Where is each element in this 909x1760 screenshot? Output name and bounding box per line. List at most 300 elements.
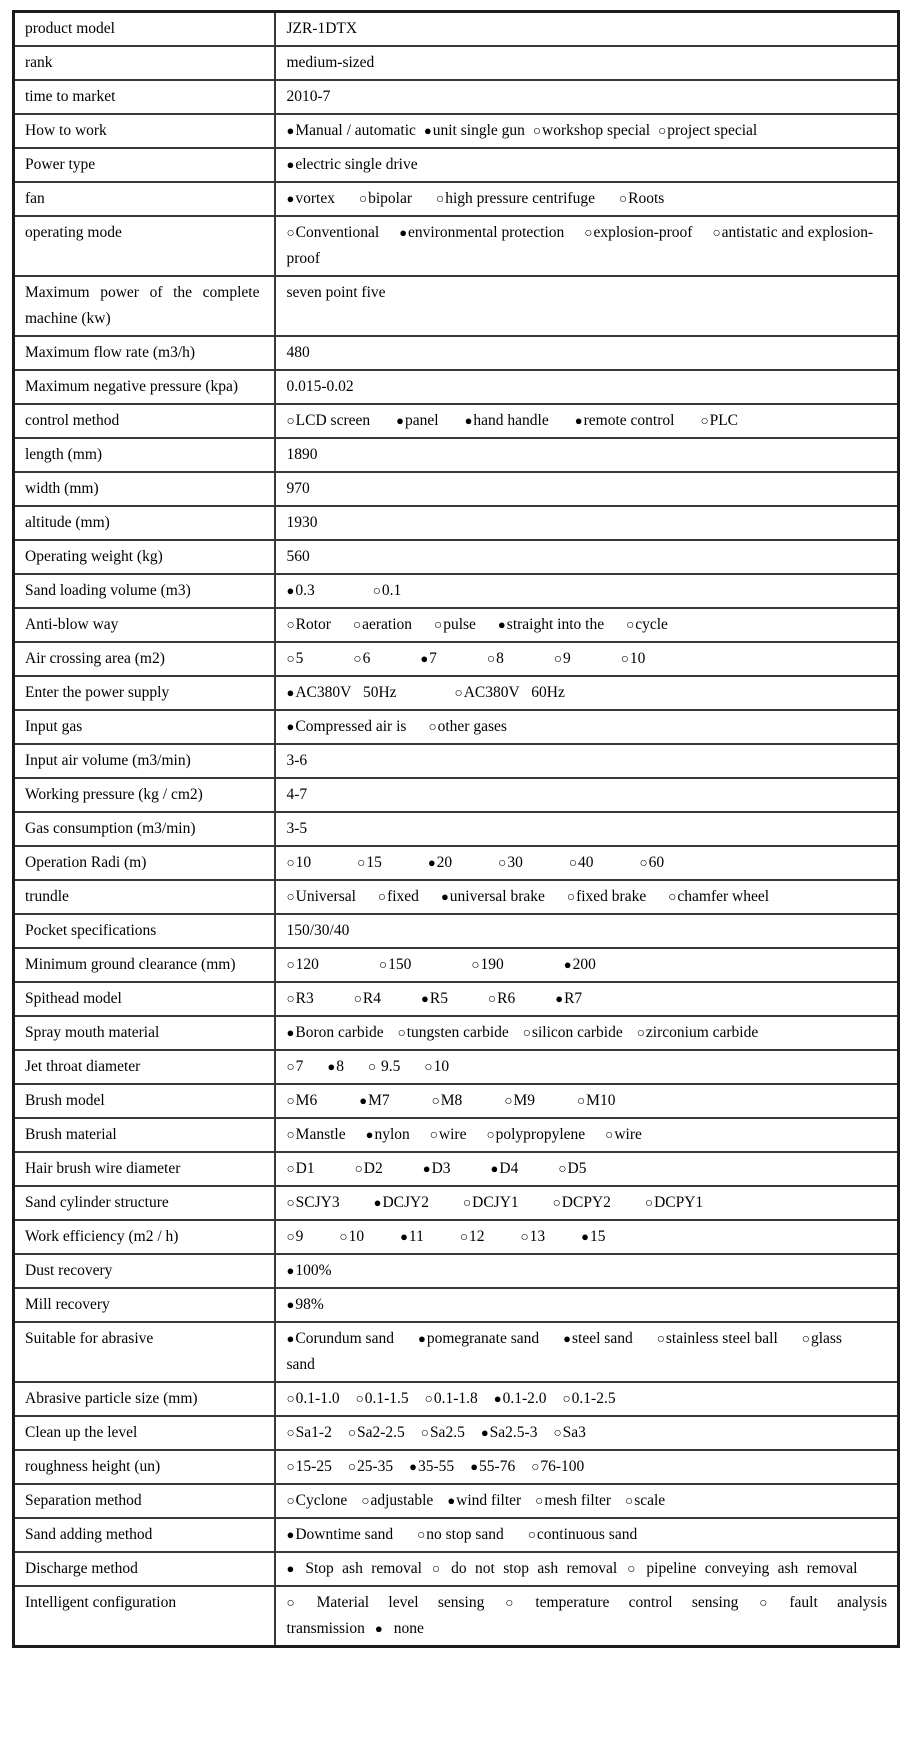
- row-label: Input air volume (m3/min): [14, 744, 275, 778]
- row-value: 1930: [275, 506, 899, 540]
- row-label: Mill recovery: [14, 1288, 275, 1322]
- row-value: [275, 404, 899, 438]
- row-label: control method: [14, 404, 275, 438]
- option-label: wire: [438, 1126, 467, 1143]
- row-label: altitude (mm): [14, 506, 275, 540]
- option-selected: [470, 1458, 515, 1475]
- option-label: pomegranate sand: [426, 1330, 540, 1347]
- filled-radio-icon: ●: [396, 413, 404, 428]
- filled-radio-icon: ●: [555, 991, 564, 1006]
- option-label: Manstle: [295, 1126, 346, 1143]
- option-label: 35-55: [418, 1458, 455, 1475]
- table-row: [14, 744, 899, 778]
- filled-radio-icon: ●: [327, 1059, 336, 1074]
- hollow-radio-icon: ○: [357, 855, 366, 870]
- option-label: AC380V 50Hz: [295, 684, 397, 701]
- option-label: workshop special: [542, 122, 651, 139]
- option-selected: [421, 990, 448, 1007]
- row-value: [275, 710, 899, 744]
- option: [287, 990, 314, 1007]
- hollow-radio-icon: ○: [626, 617, 635, 632]
- table-row: [14, 1016, 899, 1050]
- table-row: [14, 948, 899, 982]
- option: [287, 1424, 332, 1441]
- option: [339, 1228, 364, 1245]
- option-label: polypropylene: [495, 1126, 586, 1143]
- option-label: LCD screen: [295, 412, 371, 429]
- option-label: 40: [577, 854, 594, 871]
- filled-radio-icon: ●: [581, 1229, 590, 1244]
- table-row: [14, 1186, 899, 1220]
- filled-radio-icon: ●: [409, 1459, 418, 1474]
- option-label: SCJY3: [295, 1194, 340, 1211]
- option: [488, 990, 515, 1007]
- option: [567, 888, 646, 905]
- option: [487, 650, 504, 667]
- option-label: Downtime sand: [295, 1526, 394, 1543]
- option-label: R7: [564, 990, 583, 1007]
- hollow-radio-icon: ○: [368, 1059, 377, 1074]
- option-label: Boron carbide: [295, 1024, 384, 1041]
- hollow-radio-icon: ○: [639, 855, 648, 870]
- row-value: [275, 1450, 899, 1484]
- option-label: 60: [648, 854, 665, 871]
- hollow-radio-icon: ○: [358, 191, 368, 206]
- filled-radio-icon: ●: [417, 1331, 426, 1346]
- row-value: [275, 982, 899, 1016]
- hollow-radio-icon: ○: [712, 225, 721, 240]
- row-value: 4-7: [275, 778, 899, 812]
- option-label: Sa2.5-3: [489, 1424, 538, 1441]
- option: [353, 650, 370, 667]
- option-label: 10: [629, 650, 646, 667]
- option-label: 15-25: [295, 1458, 332, 1475]
- option-label: R3: [295, 990, 314, 1007]
- row-label: Maximum power of the complete machine (kw): [14, 276, 275, 336]
- filled-radio-icon: ●: [286, 1331, 295, 1346]
- option: [287, 650, 304, 667]
- hollow-radio-icon: ○: [487, 991, 497, 1006]
- option: [605, 1126, 642, 1143]
- filled-radio-icon: ●: [286, 583, 295, 598]
- option-selected: [563, 1330, 633, 1347]
- row-value: [275, 216, 899, 276]
- filled-radio-icon: ●: [563, 957, 572, 972]
- table-row: [14, 1586, 899, 1647]
- option-label: Sa2-2.5: [356, 1424, 405, 1441]
- option-label: bipolar: [368, 190, 413, 207]
- option-selected: [287, 582, 315, 599]
- option-selected: [491, 1160, 519, 1177]
- table-row: [14, 1518, 899, 1552]
- option: [455, 684, 565, 701]
- option-selected: [287, 190, 335, 207]
- table-row: [14, 46, 899, 80]
- option: [417, 1526, 504, 1543]
- table-row: [14, 404, 899, 438]
- hollow-radio-icon: ○: [577, 1093, 586, 1108]
- filled-radio-icon: ●: [286, 1263, 295, 1278]
- row-label: Sand cylinder structure: [14, 1186, 275, 1220]
- option-label: mesh filter: [544, 1492, 612, 1509]
- option: [498, 854, 523, 871]
- row-label: fan: [14, 182, 275, 216]
- option-label: 100%: [295, 1262, 332, 1279]
- row-value: seven point five: [275, 276, 899, 336]
- option-label: 8: [336, 1058, 345, 1075]
- row-label: Clean up the level: [14, 1416, 275, 1450]
- option-label: M10: [586, 1092, 616, 1109]
- hollow-radio-icon: ○: [486, 651, 496, 666]
- table-row: [14, 1322, 899, 1382]
- option: [584, 224, 692, 241]
- hollow-radio-icon: ○: [436, 191, 445, 206]
- row-value: [275, 1518, 899, 1552]
- option-label: Stop ash removal: [305, 1560, 422, 1577]
- row-value: [275, 1322, 899, 1382]
- option: [357, 854, 382, 871]
- table-row: [14, 438, 899, 472]
- hollow-radio-icon: ○: [378, 957, 388, 972]
- option-selected: [423, 1160, 451, 1177]
- table-row: [14, 540, 899, 574]
- filled-radio-icon: ●: [490, 1161, 499, 1176]
- filled-radio-icon: ●: [563, 1331, 572, 1346]
- table-row: [14, 216, 899, 276]
- filled-radio-icon: ●: [422, 1161, 431, 1176]
- option-label: D5: [567, 1160, 587, 1177]
- row-label: roughness height (un): [14, 1450, 275, 1484]
- option-label: 0.1-2.5: [571, 1390, 616, 1407]
- option: [287, 1126, 346, 1143]
- row-label: Work efficiency (m2 / h): [14, 1220, 275, 1254]
- option-selected: [409, 1458, 454, 1475]
- option-label: D1: [295, 1160, 315, 1177]
- row-label: Gas consumption (m3/min): [14, 812, 275, 846]
- hollow-radio-icon: ○: [553, 651, 562, 666]
- table-row: [14, 182, 899, 216]
- table-row: [14, 1552, 899, 1586]
- hollow-radio-icon: ○: [286, 1161, 295, 1176]
- table-row: [14, 1152, 899, 1186]
- option-label: R5: [429, 990, 448, 1007]
- filled-radio-icon: ●: [400, 1229, 408, 1244]
- row-label: How to work: [14, 114, 275, 148]
- hollow-radio-icon: ○: [566, 889, 576, 904]
- hollow-radio-icon: ○: [504, 1093, 513, 1108]
- option-label: 25-35: [356, 1458, 394, 1475]
- hollow-radio-icon: ○: [527, 1527, 536, 1542]
- filled-radio-icon: ●: [470, 1459, 479, 1474]
- filled-radio-icon: ●: [464, 413, 473, 428]
- row-label: Discharge method: [14, 1552, 275, 1586]
- option-label: pipeline conveying ash removal: [646, 1560, 858, 1577]
- row-value: [275, 1484, 899, 1518]
- option-label: universal brake: [449, 888, 545, 905]
- row-label: Working pressure (kg / cm2): [14, 778, 275, 812]
- option: [531, 1458, 584, 1475]
- option: [436, 190, 595, 207]
- option-label: 0.3: [295, 582, 315, 599]
- hollow-radio-icon: ○: [424, 1391, 433, 1406]
- hollow-radio-icon: ○: [658, 123, 667, 138]
- hollow-radio-icon: ○: [486, 1127, 495, 1142]
- option-label: 5: [295, 650, 304, 667]
- option: [361, 1492, 433, 1509]
- option-label: 0.1: [381, 582, 402, 599]
- option-selected: [441, 888, 545, 905]
- option-label: wire: [614, 1126, 642, 1143]
- option-label: 7: [295, 1058, 304, 1075]
- row-value: [275, 1552, 899, 1586]
- hollow-radio-icon: ○: [286, 1493, 295, 1508]
- row-value: [275, 1118, 899, 1152]
- option-label: 10: [433, 1058, 450, 1075]
- hollow-radio-icon: ○: [361, 1493, 370, 1508]
- filled-radio-icon: ●: [286, 1561, 295, 1576]
- hollow-radio-icon: ○: [339, 1229, 348, 1244]
- option: [287, 1492, 348, 1509]
- option: [554, 650, 571, 667]
- hollow-radio-icon: ○: [562, 1391, 571, 1406]
- option-selected: [396, 412, 438, 429]
- hollow-radio-icon: ○: [286, 1391, 295, 1406]
- row-value: [275, 846, 899, 880]
- option: [621, 650, 646, 667]
- table-row: [14, 1254, 899, 1288]
- row-value: [275, 1586, 899, 1647]
- option-label: 190: [480, 956, 504, 973]
- filled-radio-icon: ●: [420, 651, 429, 666]
- option: [430, 1126, 467, 1143]
- hollow-radio-icon: ○: [625, 1493, 634, 1508]
- option-label: scale: [634, 1492, 666, 1509]
- option-label: project special: [667, 122, 758, 139]
- spec-table-body: [14, 12, 899, 1647]
- table-row: [14, 1118, 899, 1152]
- option-label: 6: [362, 650, 371, 667]
- option: [577, 1092, 615, 1109]
- option: [523, 1024, 623, 1041]
- table-row: [14, 1484, 899, 1518]
- option: [424, 1058, 449, 1075]
- option: [287, 412, 371, 429]
- option: [627, 1560, 857, 1577]
- hollow-radio-icon: ○: [286, 1195, 295, 1210]
- table-row: [14, 114, 899, 148]
- option: [398, 1024, 509, 1041]
- row-value: [275, 1050, 899, 1084]
- hollow-radio-icon: ○: [286, 991, 295, 1006]
- option-label: Sa3: [562, 1424, 586, 1441]
- option-label: vortex: [295, 190, 335, 207]
- hollow-radio-icon: ○: [286, 1595, 306, 1610]
- option-label: pulse: [443, 616, 476, 633]
- table-row: [14, 12, 899, 47]
- option-selected: [287, 156, 418, 173]
- option: [668, 888, 769, 905]
- table-row: [14, 914, 899, 948]
- option-label: 15: [590, 1228, 606, 1245]
- option-selected: [555, 990, 582, 1007]
- option: [354, 990, 381, 1007]
- option-label: Sa1-2: [295, 1424, 332, 1441]
- hollow-radio-icon: ○: [700, 413, 709, 428]
- option-label: Sa2.5: [429, 1424, 465, 1441]
- hollow-radio-icon: ○: [286, 1459, 295, 1474]
- hollow-radio-icon: ○: [286, 617, 295, 632]
- option-label: Universal: [295, 888, 356, 905]
- option-label: Roots: [628, 190, 665, 207]
- filled-radio-icon: ●: [497, 617, 506, 632]
- table-row: [14, 1220, 899, 1254]
- option-label: panel: [404, 412, 439, 429]
- hollow-radio-icon: ○: [431, 1093, 440, 1108]
- filled-radio-icon: ●: [365, 1127, 374, 1142]
- option-selected: [366, 1126, 410, 1143]
- option-selected: [287, 122, 416, 139]
- row-label: Sand adding method: [14, 1518, 275, 1552]
- hollow-radio-icon: ○: [459, 1229, 469, 1244]
- spec-table: [12, 10, 900, 1648]
- option: [645, 1194, 703, 1211]
- option: [432, 1092, 463, 1109]
- row-label: rank: [14, 46, 275, 80]
- table-row: [14, 710, 899, 744]
- row-value: 2010-7: [275, 80, 899, 114]
- row-value: [275, 1416, 899, 1450]
- option-selected: [564, 956, 596, 973]
- option: [353, 616, 412, 633]
- option: [553, 1194, 611, 1211]
- option: [425, 1390, 478, 1407]
- row-value: [275, 114, 899, 148]
- option-label: 13: [529, 1228, 546, 1245]
- option-label: adjustable: [370, 1492, 434, 1509]
- option-label: D4: [499, 1160, 519, 1177]
- option: [355, 1160, 383, 1177]
- hollow-radio-icon: ○: [553, 1425, 562, 1440]
- option-label: temperature control sensing: [535, 1594, 739, 1611]
- option: [287, 1092, 318, 1109]
- option-label: 7: [429, 650, 437, 667]
- option: [287, 1390, 340, 1407]
- option: [463, 1194, 519, 1211]
- option: [373, 582, 402, 599]
- row-value: [275, 1254, 899, 1288]
- option-selected: [287, 1296, 324, 1313]
- hollow-radio-icon: ○: [420, 1425, 429, 1440]
- row-label: Power type: [14, 148, 275, 182]
- row-label: Abrasive particle size (mm): [14, 1382, 275, 1416]
- hollow-radio-icon: ○: [535, 1493, 544, 1508]
- row-value: [275, 1016, 899, 1050]
- hollow-radio-icon: ○: [498, 855, 507, 870]
- hollow-radio-icon: ○: [558, 1161, 567, 1176]
- row-label: width (mm): [14, 472, 275, 506]
- row-value: 560: [275, 540, 899, 574]
- option-label: no stop sand: [426, 1526, 504, 1543]
- hollow-radio-icon: ○: [462, 1195, 472, 1210]
- option: [379, 956, 411, 973]
- option-label: 9.5: [377, 1058, 401, 1075]
- option-label: 9: [295, 1228, 304, 1245]
- row-label: Separation method: [14, 1484, 275, 1518]
- option-label: 0.1-2.0: [502, 1390, 547, 1407]
- row-value: medium-sized: [275, 46, 899, 80]
- filled-radio-icon: ●: [286, 1025, 295, 1040]
- option-label: steel sand: [572, 1330, 633, 1347]
- row-label: Input gas: [14, 710, 275, 744]
- row-value: [275, 880, 899, 914]
- row-label: Operating weight (kg): [14, 540, 275, 574]
- option-label: M7: [368, 1092, 390, 1109]
- filled-radio-icon: ●: [421, 991, 429, 1006]
- hollow-radio-icon: ○: [618, 191, 628, 206]
- hollow-radio-icon: ○: [286, 855, 295, 870]
- option: [619, 190, 664, 207]
- option-label: R6: [497, 990, 516, 1007]
- hollow-radio-icon: ○: [627, 1561, 636, 1576]
- option-label: chamfer wheel: [677, 888, 770, 905]
- filled-radio-icon: ●: [493, 1391, 502, 1406]
- hollow-radio-icon: ○: [748, 1595, 779, 1610]
- option: [421, 1424, 465, 1441]
- option: [368, 1058, 400, 1075]
- row-label: Spithead model: [14, 982, 275, 1016]
- option: [528, 1526, 637, 1543]
- option-selected: [420, 650, 437, 667]
- option: [287, 1458, 332, 1475]
- option-selected: [287, 1526, 394, 1543]
- option-label: wind filter: [456, 1492, 522, 1509]
- option: [535, 1492, 611, 1509]
- option: [434, 616, 476, 633]
- table-row: [14, 80, 899, 114]
- option: [378, 888, 419, 905]
- option-label: 20: [436, 854, 453, 871]
- row-value: 3-5: [275, 812, 899, 846]
- row-label: Spray mouth material: [14, 1016, 275, 1050]
- option: [287, 1594, 485, 1611]
- hollow-radio-icon: ○: [801, 1331, 810, 1346]
- row-label: Air crossing area (m2): [14, 642, 275, 676]
- filled-radio-icon: ●: [286, 719, 295, 734]
- filled-radio-icon: ●: [286, 685, 295, 700]
- option-label: unit single gun: [432, 122, 525, 139]
- row-label: Maximum flow rate (m3/h): [14, 336, 275, 370]
- option-selected: [494, 1390, 547, 1407]
- option: [287, 1194, 340, 1211]
- table-row: [14, 1084, 899, 1118]
- option-label: DCPY1: [654, 1194, 704, 1211]
- option: [521, 1228, 546, 1245]
- option-label: Compressed air is: [295, 718, 407, 735]
- option-label: straight into the: [506, 616, 605, 633]
- hollow-radio-icon: ○: [347, 1425, 356, 1440]
- row-value: [275, 148, 899, 182]
- option-label: 10: [295, 854, 312, 871]
- option-label: 120: [295, 956, 319, 973]
- row-value: 150/30/40: [275, 914, 899, 948]
- row-value: 970: [275, 472, 899, 506]
- hollow-radio-icon: ○: [347, 1459, 356, 1474]
- option-label: 0.1-1.0: [295, 1390, 340, 1407]
- hollow-radio-icon: ○: [286, 1425, 295, 1440]
- row-value: [275, 1152, 899, 1186]
- option-label: D3: [431, 1160, 451, 1177]
- table-row: [14, 1050, 899, 1084]
